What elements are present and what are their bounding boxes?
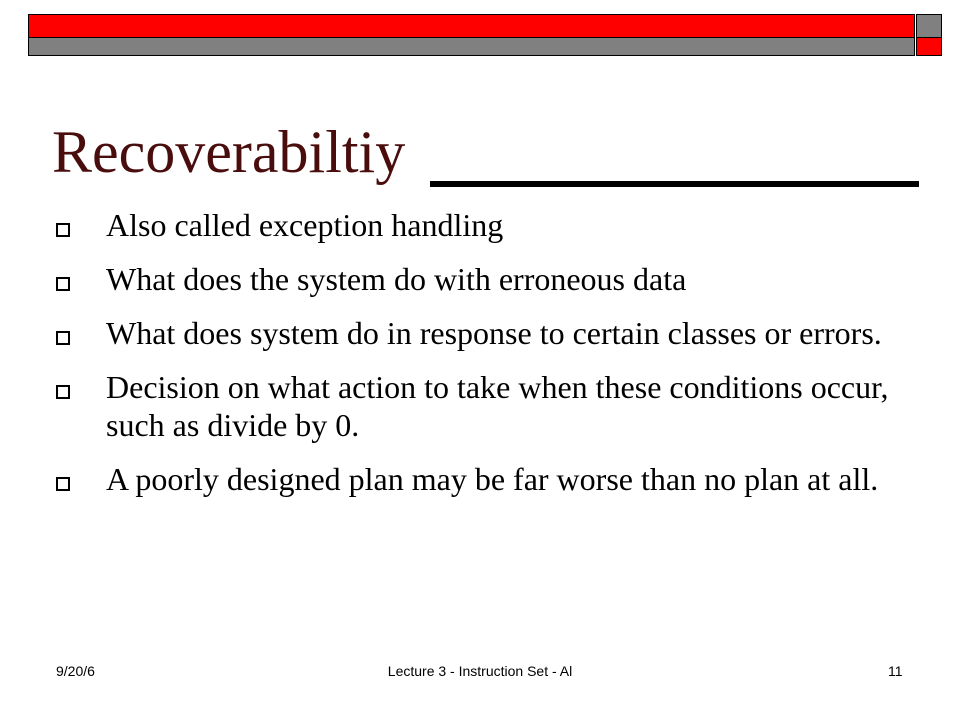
bullet-list — [56, 200, 936, 508]
hollow-square-bullet-icon — [56, 277, 70, 291]
bullet-text: Also called exception handling — [106, 207, 504, 243]
slide-number: 11 — [888, 663, 903, 679]
header-gray-square — [916, 14, 942, 38]
hollow-square-bullet-icon — [56, 385, 70, 399]
bullet-item — [56, 454, 936, 498]
bullet-item — [56, 308, 936, 352]
bullet-item — [56, 362, 936, 444]
bullet-item — [56, 200, 936, 244]
hollow-square-bullet-icon — [56, 477, 70, 491]
bullet-item — [56, 254, 936, 298]
header-red-square — [916, 38, 942, 56]
title-underline-rule — [430, 181, 919, 187]
header-red-bar — [28, 14, 915, 38]
bullet-text: A poorly designed plan may be far worse than no plan at all. — [106, 461, 879, 497]
footer-date: 9/20/6 — [56, 663, 95, 679]
hollow-square-bullet-icon — [56, 223, 70, 237]
footer-lecture-title: Lecture 3 - Instruction Set - Al — [387, 663, 573, 679]
slide-title: Recoverabiltiy — [52, 119, 406, 185]
bullet-text: What does the system do with erroneous data — [106, 261, 687, 297]
bullet-text: Decision on what action to take when these conditions occur, such as divide by 0. — [106, 369, 889, 443]
header-gray-bar — [28, 38, 915, 56]
bullet-text: What does system do in response to certain classes or errors. — [106, 315, 882, 351]
hollow-square-bullet-icon — [56, 331, 70, 345]
